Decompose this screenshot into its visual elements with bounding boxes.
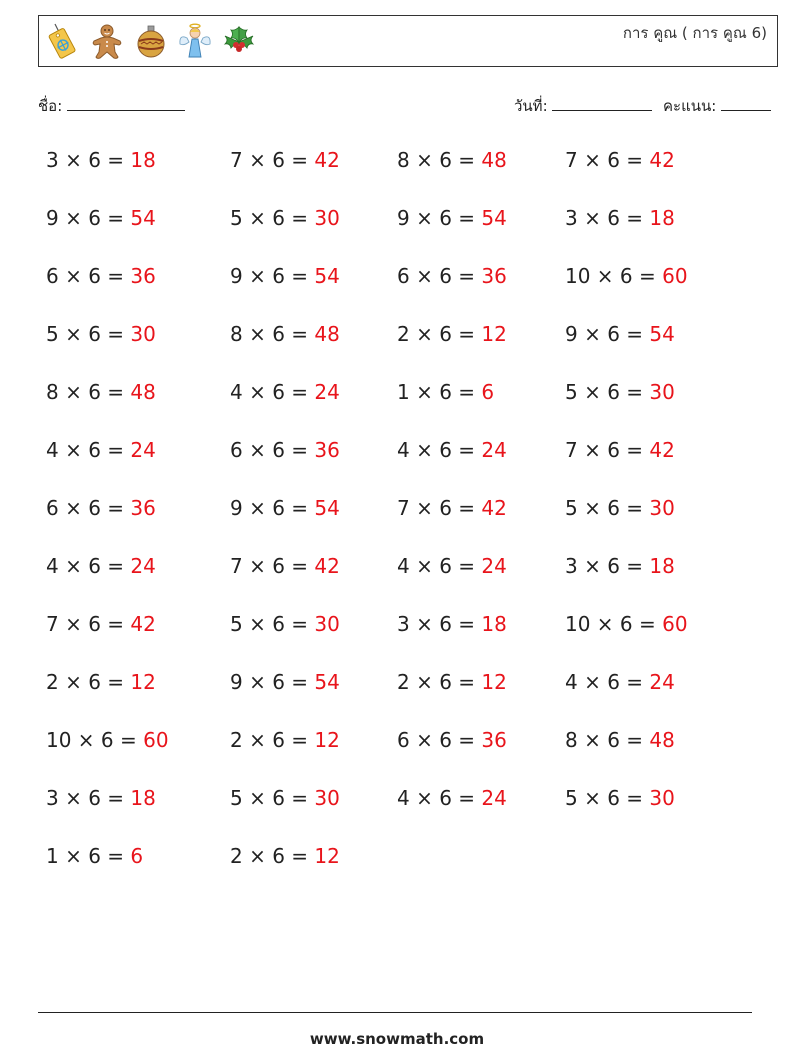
problem-expression: 2 × 6 =: [397, 670, 482, 694]
problem-item: [230, 670, 340, 694]
problem-item: [46, 554, 156, 578]
problem-expression: 5 × 6 =: [230, 612, 315, 636]
problem-expression: 5 × 6 =: [565, 786, 650, 810]
problem-item: [46, 438, 156, 462]
problem-item: [397, 322, 507, 346]
problem-expression: 7 × 6 =: [230, 148, 315, 172]
problem-answer: 24: [130, 438, 156, 462]
problem-answer: 54: [481, 206, 507, 230]
problem-item: [46, 612, 156, 636]
problem-expression: 2 × 6 =: [230, 844, 315, 868]
problem-item: [397, 148, 507, 172]
problem-answer: 36: [481, 264, 507, 288]
score-field: [663, 94, 771, 118]
date-blank-line[interactable]: [552, 96, 652, 111]
name-label: ชื่อ:: [38, 97, 63, 115]
problem-answer: 42: [314, 148, 340, 172]
problem-item: [565, 380, 675, 404]
problem-answer: 54: [314, 264, 340, 288]
problem-expression: 1 × 6 =: [397, 380, 482, 404]
worksheet-header: [38, 15, 778, 67]
problem-item: [230, 380, 340, 404]
problem-item: [397, 206, 507, 230]
problem-answer: 36: [481, 728, 507, 752]
problem-expression: 9 × 6 =: [46, 206, 131, 230]
gingerbread-man-icon: [89, 22, 125, 60]
problem-expression: 7 × 6 =: [397, 496, 482, 520]
score-blank-line[interactable]: [721, 96, 771, 111]
problem-answer: 48: [130, 380, 156, 404]
problem-expression: 4 × 6 =: [397, 438, 482, 462]
problem-item: [397, 670, 507, 694]
problem-answer: 12: [314, 728, 340, 752]
problem-answer: 42: [649, 438, 675, 462]
problem-expression: 9 × 6 =: [397, 206, 482, 230]
decoration-icons: [45, 22, 257, 60]
problem-item: [565, 786, 675, 810]
problem-answer: 42: [130, 612, 156, 636]
problem-item: [565, 612, 688, 636]
problem-answer: 12: [481, 670, 507, 694]
problem-answer: 42: [649, 148, 675, 172]
problem-item: [397, 728, 507, 752]
problem-expression: 9 × 6 =: [565, 322, 650, 346]
problem-item: [397, 496, 507, 520]
problem-answer: 18: [130, 148, 156, 172]
problem-answer: 12: [314, 844, 340, 868]
problem-expression: 7 × 6 =: [46, 612, 131, 636]
problem-expression: 6 × 6 =: [46, 264, 131, 288]
problem-answer: 24: [314, 380, 340, 404]
problem-item: [230, 844, 340, 868]
problem-item: [230, 728, 340, 752]
problem-expression: 8 × 6 =: [46, 380, 131, 404]
problem-item: [46, 844, 143, 868]
problem-expression: 4 × 6 =: [565, 670, 650, 694]
name-blank-line[interactable]: [67, 96, 185, 111]
problem-answer: 24: [481, 554, 507, 578]
problem-answer: 24: [130, 554, 156, 578]
footer-divider: [38, 1012, 752, 1013]
problem-item: [397, 786, 507, 810]
problem-expression: 6 × 6 =: [230, 438, 315, 462]
problem-item: [46, 786, 156, 810]
problem-item: [46, 670, 156, 694]
problem-answer: 6: [481, 380, 495, 404]
problem-expression: 8 × 6 =: [397, 148, 482, 172]
problem-expression: 6 × 6 =: [46, 496, 131, 520]
problem-answer: 30: [314, 612, 340, 636]
problem-expression: 4 × 6 =: [46, 554, 131, 578]
problem-expression: 6 × 6 =: [397, 264, 482, 288]
problem-answer: 30: [649, 786, 675, 810]
problem-answer: 54: [130, 206, 156, 230]
problem-answer: 18: [649, 554, 675, 578]
problem-answer: 24: [649, 670, 675, 694]
problem-answer: 24: [481, 786, 507, 810]
problem-item: [565, 554, 675, 578]
problem-answer: 12: [481, 322, 507, 346]
problem-answer: 42: [481, 496, 507, 520]
problem-item: [565, 206, 675, 230]
problem-expression: 3 × 6 =: [397, 612, 482, 636]
problem-expression: 4 × 6 =: [46, 438, 131, 462]
problem-item: [230, 612, 340, 636]
problem-expression: 3 × 6 =: [565, 554, 650, 578]
problem-item: [565, 322, 675, 346]
problem-item: [230, 206, 340, 230]
problem-expression: 7 × 6 =: [565, 438, 650, 462]
problem-item: [46, 322, 156, 346]
problem-expression: 10 × 6 =: [565, 264, 663, 288]
problem-answer: 48: [314, 322, 340, 346]
problem-expression: 3 × 6 =: [46, 786, 131, 810]
date-field: [514, 94, 652, 118]
problem-expression: 5 × 6 =: [565, 380, 650, 404]
problem-answer: 30: [649, 380, 675, 404]
problem-answer: 18: [649, 206, 675, 230]
problem-item: [46, 728, 169, 752]
problem-expression: 8 × 6 =: [565, 728, 650, 752]
problem-expression: 8 × 6 =: [230, 322, 315, 346]
problem-answer: 36: [130, 264, 156, 288]
problem-answer: 24: [481, 438, 507, 462]
problem-answer: 42: [314, 554, 340, 578]
problem-expression: 4 × 6 =: [397, 786, 482, 810]
problem-answer: 54: [314, 670, 340, 694]
problem-expression: 1 × 6 =: [46, 844, 131, 868]
problem-item: [230, 496, 340, 520]
problem-item: [230, 554, 340, 578]
gift-tag-icon: [45, 22, 81, 60]
problem-expression: 10 × 6 =: [565, 612, 663, 636]
problem-item: [230, 264, 340, 288]
problem-answer: 30: [314, 206, 340, 230]
problem-answer: 54: [314, 496, 340, 520]
problem-item: [230, 148, 340, 172]
problem-item: [397, 264, 507, 288]
problem-expression: 5 × 6 =: [46, 322, 131, 346]
problem-item: [397, 438, 507, 462]
problem-answer: 60: [662, 264, 688, 288]
problem-item: [565, 438, 675, 462]
problem-item: [565, 496, 675, 520]
problem-expression: 2 × 6 =: [46, 670, 131, 694]
problem-answer: 60: [143, 728, 169, 752]
problem-answer: 18: [130, 786, 156, 810]
name-field: [38, 94, 185, 118]
date-label: วันที่:: [514, 97, 548, 115]
angel-icon: [177, 22, 213, 60]
ornament-ball-icon: [133, 22, 169, 60]
problem-item: [46, 496, 156, 520]
worksheet-title: การ คูณ ( การ คูณ 6): [622, 24, 767, 42]
problem-answer: 12: [130, 670, 156, 694]
problem-expression: 5 × 6 =: [230, 786, 315, 810]
problem-item: [397, 554, 507, 578]
footer-url: www.snowmath.com: [309, 1030, 485, 1048]
problem-expression: 9 × 6 =: [230, 264, 315, 288]
problem-answer: 18: [481, 612, 507, 636]
problem-expression: 2 × 6 =: [397, 322, 482, 346]
problem-item: [397, 380, 494, 404]
problem-item: [230, 438, 340, 462]
problem-expression: 9 × 6 =: [230, 670, 315, 694]
problem-answer: 30: [649, 496, 675, 520]
problem-item: [230, 786, 340, 810]
problem-answer: 60: [662, 612, 688, 636]
problem-expression: 5 × 6 =: [230, 206, 315, 230]
problem-expression: 5 × 6 =: [565, 496, 650, 520]
problem-item: [46, 206, 156, 230]
problem-expression: 3 × 6 =: [46, 148, 131, 172]
problem-expression: 2 × 6 =: [230, 728, 315, 752]
problem-expression: 7 × 6 =: [230, 554, 315, 578]
problem-answer: 36: [314, 438, 340, 462]
problem-item: [46, 148, 156, 172]
problem-item: [565, 264, 688, 288]
score-label: คะแนน:: [663, 97, 717, 115]
problem-expression: 7 × 6 =: [565, 148, 650, 172]
problem-item: [46, 264, 156, 288]
problem-answer: 48: [649, 728, 675, 752]
problem-expression: 10 × 6 =: [46, 728, 144, 752]
problem-answer: 30: [314, 786, 340, 810]
holly-icon: [221, 22, 257, 60]
problem-answer: 54: [649, 322, 675, 346]
problem-expression: 3 × 6 =: [565, 206, 650, 230]
problem-item: [397, 612, 507, 636]
problem-answer: 30: [130, 322, 156, 346]
problem-expression: 4 × 6 =: [397, 554, 482, 578]
problem-item: [230, 322, 340, 346]
problem-answer: 6: [130, 844, 144, 868]
problem-item: [565, 670, 675, 694]
problem-expression: 6 × 6 =: [397, 728, 482, 752]
problem-answer: 48: [481, 148, 507, 172]
problem-item: [565, 148, 675, 172]
problem-item: [46, 380, 156, 404]
problem-expression: 4 × 6 =: [230, 380, 315, 404]
problem-item: [565, 728, 675, 752]
problem-answer: 36: [130, 496, 156, 520]
problem-expression: 9 × 6 =: [230, 496, 315, 520]
